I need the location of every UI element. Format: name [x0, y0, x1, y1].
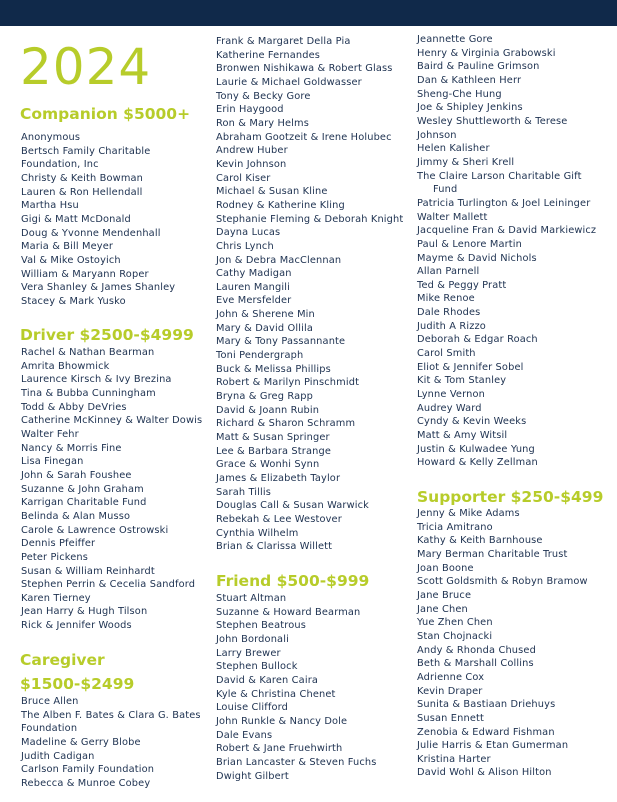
donor-name: James & Elizabeth Taylor [216, 473, 341, 484]
donor-name: Adrienne Cox [417, 671, 485, 683]
donor-name: Toni Pendergraph [216, 350, 304, 362]
header-bar [0, 0, 617, 26]
donor-name: Christy & Keith Bowman [21, 172, 144, 184]
donor-name: Mary & Tony Passannante [216, 336, 346, 348]
donor-name: Allan Parnell [417, 266, 480, 278]
donor-name: Gigi & Matt McDonald [21, 213, 131, 225]
donor-name: Helen Kalisher [417, 143, 490, 155]
donor-name: Cyndy & Kevin Weeks [417, 416, 527, 428]
donor-name: Justin & Kulwadee Yung [417, 443, 535, 455]
page-year: 2024 [20, 38, 152, 96]
donor-name: Andy & Rhonda Chused [417, 644, 536, 656]
donor-name: Matt & Susan Springer [216, 432, 330, 444]
donor-name: Nancy & Morris Fine [21, 442, 122, 454]
donor-name: Catherine McKinney & Walter Dowis [21, 415, 203, 427]
donor-name: Mike Renoe [417, 293, 475, 305]
donor-name: Jean Harry & Hugh Tilson [21, 606, 148, 618]
donor-name: John & Sarah Foushee [21, 469, 132, 481]
donor-name: Walter Fehr [21, 428, 79, 440]
donor-name: Cathy Madigan [216, 268, 292, 280]
donor-name: Karen Tierney [21, 592, 91, 604]
donor-name: Stephen Bullock [216, 661, 298, 673]
donor-name: Richard & Sharon Schramm [216, 418, 356, 430]
donor-name: Howard & Kelly Zellman [417, 457, 538, 469]
heading-driver: Driver $2500-$4999 [20, 326, 194, 344]
donor-name: Dale Rhodes [417, 307, 481, 319]
donor-name: Michael & Susan Kline [216, 186, 328, 198]
donor-name: Patricia Turlington & Joel Leininger [417, 197, 591, 209]
donor-name: Judith A Rizzo [417, 320, 486, 332]
donor-name: Dan & Kathleen Herr [417, 74, 522, 86]
donor-name: Sunita & Bastiaan Driehuys [417, 699, 556, 711]
donor-name: Walter Mallett [417, 211, 488, 223]
donor-name: Judith Cadigan [21, 750, 95, 762]
donor-name: Grace & Wonhi Synn [216, 459, 320, 471]
donor-name: Eliot & Jennifer Sobel [417, 361, 524, 373]
list-column3 [417, 33, 596, 470]
donor-name: Wesley Shuttleworth & Terese [417, 115, 568, 127]
donor-name: Jane Chen [417, 603, 468, 615]
donor-name: The Claire Larson Charitable Gift [417, 170, 582, 182]
donor-name: Carol Kiser [216, 172, 271, 184]
donor-name: Martha Hsu [21, 200, 79, 212]
donor-name: Mary Berman Charitable Trust [417, 548, 568, 560]
list-companion [21, 131, 175, 309]
donor-name: Stan Chojnacki [417, 630, 493, 642]
donor-name: Deborah & Edgar Roach [417, 334, 538, 346]
heading-companion: Companion $5000+ [20, 105, 191, 123]
donor-name: Belinda & Alan Musso [21, 510, 131, 522]
donor-name: Peter Pickens [21, 551, 89, 563]
donor-name: The Alben F. Bates & Clara G. Bates [21, 709, 201, 721]
donor-name: Brian & Clarissa Willett [216, 541, 333, 553]
donor-name: Stephanie Fleming & Deborah Knight [216, 213, 404, 225]
donor-name: Baird & Pauline Grimson [417, 61, 540, 73]
donor-name: Mayme & David Nichols [417, 252, 537, 264]
donor-name: Jacqueline Fran & David Markiewicz [417, 225, 597, 237]
donor-name: John Runkle & Nancy Dole [216, 715, 348, 727]
donor-name: Tina & Bubba Cunningham [21, 387, 156, 399]
donor-name: Anonymous [21, 132, 81, 143]
list-driver [21, 346, 202, 633]
donor-name: Rick & Jennifer Woods [21, 620, 132, 632]
donor-name: Erin Haygood [216, 104, 284, 116]
donor-name: Bryna & Greg Rapp [216, 391, 313, 403]
donor-name: Henry & Virginia Grabowski [417, 47, 556, 59]
donor-name: Abraham Gootzeit & Irene Holubec [216, 131, 392, 143]
donor-name: Audrey Ward [417, 402, 482, 414]
donor-name: Rodney & Katherine Kling [216, 199, 345, 211]
donor-name: Susan Ennett [417, 712, 484, 724]
donor-name: Matt & Amy Witsil [417, 430, 508, 442]
list-column2 [216, 35, 403, 554]
donor-name: Rebekah & Lee Westover [216, 513, 342, 525]
donor-name: Jeannette Gore [417, 34, 493, 45]
donor-name: Buck & Melissa Phillips [216, 363, 331, 375]
donor-name: Suzanne & John Graham [21, 483, 144, 495]
donor-name: Lauren Mangili [216, 281, 290, 293]
donor-name: Laurence Kirsch & Ivy Brezina [21, 374, 172, 386]
heading-supporter: Supporter $250-$499 [417, 488, 604, 506]
donor-name: Jon & Debra MacClennan [216, 254, 342, 266]
donor-name: Bronwen Nishikawa & Robert Glass [216, 63, 393, 75]
donor-name: Mary & David Ollila [216, 322, 314, 334]
donor-name: Tricia Amitrano [417, 521, 493, 533]
donor-name: Jimmy & Sheri Krell [417, 156, 515, 168]
donor-name: Vera Shanley & James Shanley [21, 282, 176, 294]
donor-name: Brian Lancaster & Steven Fuchs [216, 756, 377, 768]
donor-name: Sarah Tillis [216, 486, 272, 498]
donor-name: David & Karen Caira [216, 674, 319, 686]
donor-name: Lauren & Ron Hellendall [21, 186, 143, 198]
donor-name: Robert & Marilyn Pinschmidt [216, 377, 360, 389]
donor-name: Carole & Lawrence Ostrowski [21, 524, 169, 536]
donor-name: Suzanne & Howard Bearman [216, 606, 361, 618]
donor-name: Sheng-Che Hung [417, 88, 502, 100]
donor-name: Rebecca & Munroe Cobey [21, 777, 151, 789]
donor-name: Kevin Johnson [216, 158, 287, 170]
donor-name: David & Joann Rubin [216, 404, 320, 416]
donor-name: Frank & Margaret Della Pia [216, 36, 351, 47]
donor-name: Tony & Becky Gore [216, 90, 311, 102]
donor-name: Ron & Mary Helms [216, 117, 309, 129]
donor-name: Eve Mersfelder [216, 295, 292, 307]
donor-name: Rachel & Nathan Bearman [21, 347, 155, 358]
donor-name: Stephen Beatrous [216, 620, 306, 632]
donor-name: John & Sherene Min [216, 309, 315, 321]
donor-name: Scott Goldsmith & Robyn Bramow [417, 576, 588, 588]
donor-name: Larry Brewer [216, 647, 281, 659]
donor-name: Karrigan Charitable Fund [21, 497, 147, 509]
donor-name: Johnson [417, 129, 457, 141]
donor-name: Zenobia & Edward Fishman [417, 726, 555, 738]
donor-name: Yue Zhen Chen [417, 617, 493, 629]
donor-name: John Bordonali [216, 633, 289, 645]
donor-name: William & Maryann Roper [21, 268, 149, 280]
donor-name: Amrita Bhowmick [21, 360, 110, 372]
donor-name: Joan Boone [417, 562, 474, 574]
donor-name: Katherine Fernandes [216, 49, 321, 61]
donor-name: Julie Harris & Etan Gumerman [417, 740, 569, 752]
donor-name: Todd & Abby DeVries [21, 401, 127, 413]
donor-name: Lee & Barbara Strange [216, 445, 332, 457]
list-caregiver [21, 695, 201, 791]
donor-name: Andrew Huber [216, 145, 288, 157]
donor-name: Val & Mike Ostoyich [21, 254, 121, 266]
donor-name: Dwight Gilbert [216, 770, 289, 782]
donor-name: Laurie & Michael Goldwasser [216, 76, 362, 88]
donor-name: Kyle & Christina Chenet [216, 688, 336, 700]
donor-name: Susan & William Reinhardt [21, 565, 155, 577]
donor-name: Jenny & Mike Adams [417, 508, 520, 519]
donor-name: Cynthia Wilhelm [216, 527, 299, 539]
donor-name: Bertsch Family Charitable [21, 145, 151, 157]
donor-name: Kathy & Keith Barnhouse [417, 535, 543, 547]
donor-name: Kit & Tom Stanley [417, 375, 507, 387]
donor-name: Fund [433, 184, 458, 196]
donor-name: Kevin Draper [417, 685, 483, 697]
donor-name: Stuart Altman [216, 593, 287, 604]
donor-name: Joe & Shipley Jenkins [417, 102, 523, 114]
donor-name: Carlson Family Foundation [21, 764, 155, 776]
donor-name: Stacey & Mark Yusko [21, 295, 126, 307]
heading-caregiver-range: $1500-$2499 [20, 675, 135, 693]
donor-name: Carol Smith [417, 348, 476, 360]
donor-name: Lisa Finegan [21, 456, 84, 468]
donor-name: Douglas Call & Susan Warwick [216, 500, 370, 512]
list-supporter [417, 507, 588, 780]
donor-name: Chris Lynch [216, 240, 274, 252]
donor-name: Lynne Vernon [417, 389, 485, 401]
donor-name: Kristina Harter [417, 753, 491, 765]
donor-name: Madeline & Gerry Blobe [21, 736, 141, 748]
donor-name: Foundation, Inc [21, 159, 99, 171]
donor-name: Doug & Yvonne Mendenhall [21, 227, 161, 239]
donor-name: Stephen Perrin & Cecelia Sandford [21, 579, 196, 591]
donor-name: Dennis Pfeiffer [21, 538, 96, 550]
donor-name: Beth & Marshall Collins [417, 658, 534, 670]
donor-name: Dale Evans [216, 729, 273, 741]
donor-name: David Wohl & Alison Hilton [417, 767, 552, 779]
donor-name: Maria & Bill Meyer [21, 241, 114, 253]
donor-name: Ted & Peggy Pratt [417, 279, 507, 291]
donor-name: Foundation [21, 723, 78, 735]
donor-name: Bruce Allen [21, 696, 79, 707]
heading-friend: Friend $500-$999 [216, 572, 370, 590]
heading-caregiver: Caregiver [20, 651, 105, 669]
donor-name: Dayna Lucas [216, 227, 281, 239]
donor-name: Louise Clifford [216, 702, 288, 714]
donor-name: Paul & Lenore Martin [417, 238, 522, 250]
list-friend [216, 592, 376, 783]
donor-name: Robert & Jane Fruehwirth [216, 743, 343, 755]
donor-name: Jane Bruce [417, 589, 472, 601]
